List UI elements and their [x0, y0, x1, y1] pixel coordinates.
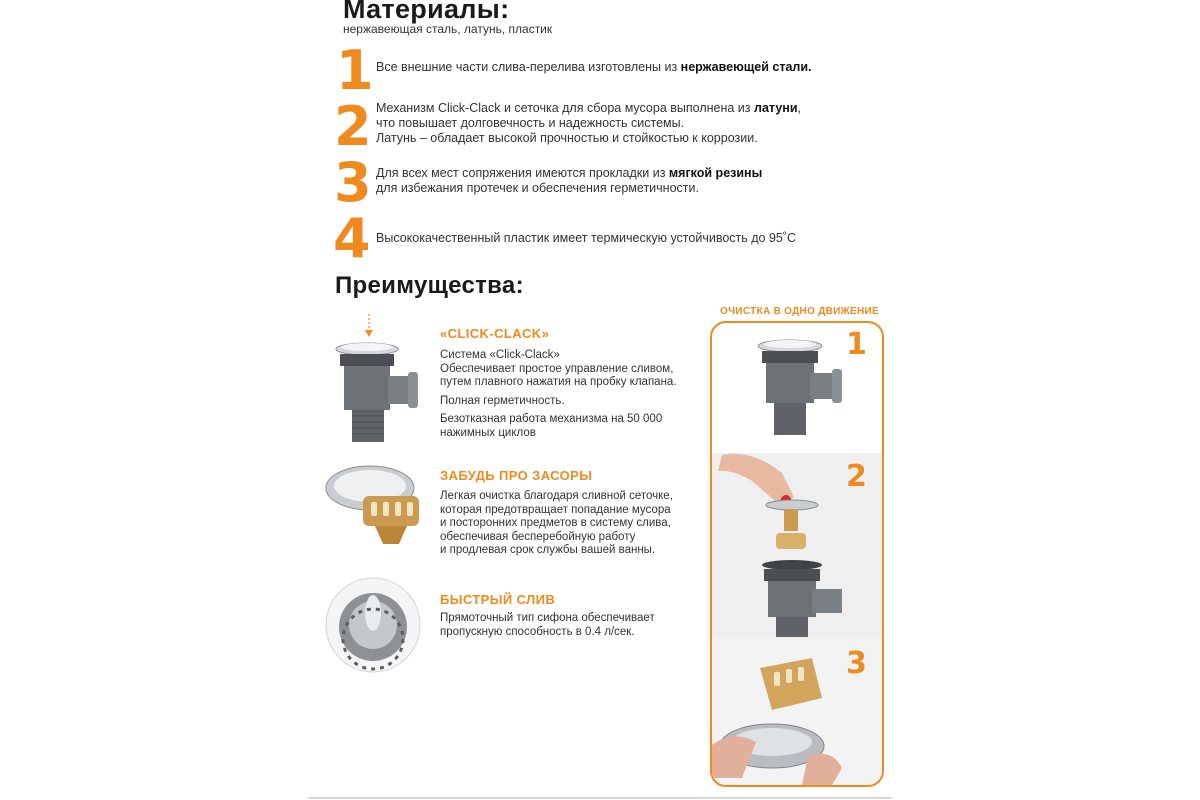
step-number-2: 2	[846, 459, 867, 494]
feature-paragraph: Прямоточный тип сифона обеспечивает пропускную способность в 0.4 л/сек.	[440, 612, 655, 638]
feature-title-fast-drain: БЫСТРЫЙ СЛИВ	[440, 592, 556, 607]
feature-text-click-clack	[440, 349, 700, 445]
material-bold: нержавеющей стали.	[680, 60, 812, 74]
feature-title-click-clack: «CLICK-CLACK»	[440, 326, 550, 341]
materials-title: Материалы:	[343, 0, 510, 24]
material-text: Высококачественный пластик имеет термическую устойчивость до 95	[376, 231, 783, 245]
material-number-3: 3	[334, 151, 372, 214]
material-text-extra: что повышает долговечность и надежность системы. Латунь – обладает высокой прочностью и стойкостью к коррозии.	[376, 116, 758, 145]
strainer-image	[325, 458, 430, 554]
material-bold: латуни	[754, 101, 798, 115]
cleaning-panel-label: ОЧИСТКА В ОДНО ДВИЖЕНИЕ	[720, 306, 879, 317]
step-number-1: 1	[846, 327, 867, 362]
material-text-post: ˚С	[782, 231, 797, 245]
material-text: Механизм Click-Clack и сеточка для сбора мусора выполнена из	[376, 101, 754, 115]
material-number-4: 4	[333, 207, 371, 270]
material-bold: мягкой резины	[668, 166, 763, 180]
feature-paragraph: Полная герметичность.	[440, 394, 565, 407]
material-text-post: ,	[797, 101, 801, 115]
feature-text-clogs	[440, 490, 700, 563]
feature-paragraph: Безотказная работа механизма на 50 000 нажимных циклов	[440, 413, 663, 439]
advantages-title: Преимущества:	[335, 272, 524, 299]
click-clack-valve-image	[330, 312, 430, 446]
material-item-4	[376, 231, 896, 246]
step-number-3: 3	[846, 646, 867, 681]
material-number-1: 1	[336, 39, 374, 102]
cleaning-panel	[710, 321, 884, 787]
materials-subtitle: нержавеющая сталь, латунь, пластик	[343, 22, 553, 36]
material-item-3	[376, 166, 896, 196]
feature-paragraph: Система «Click-Clack» Обеспечивает простое управление сливом, путем плавного нажатия на пробку клапана.	[440, 349, 677, 388]
feature-title-clogs: ЗАБУДЬ ПРО ЗАСОРЫ	[440, 468, 593, 483]
fast-drain-image	[325, 577, 422, 674]
material-text: Все внешние части слива-перелива изготовлены из	[376, 60, 681, 74]
material-item-1	[376, 60, 896, 75]
material-text: Для всех мест сопряжения имеются прокладки из	[376, 166, 669, 180]
bottom-divider	[308, 797, 892, 799]
feature-text-fast-drain	[440, 612, 700, 644]
material-text-extra: для избежания протечек и обеспечения герметичности.	[376, 181, 699, 195]
material-item-2	[376, 101, 896, 146]
material-number-2: 2	[334, 95, 372, 158]
feature-paragraph: Легкая очистка благодаря сливной сеточке, которая предотвращает попадание мусора и посторонних предметов в систему слива, обеспечивая бесперебойную работу и продлевая срок службы вашей ванны.	[440, 490, 673, 556]
